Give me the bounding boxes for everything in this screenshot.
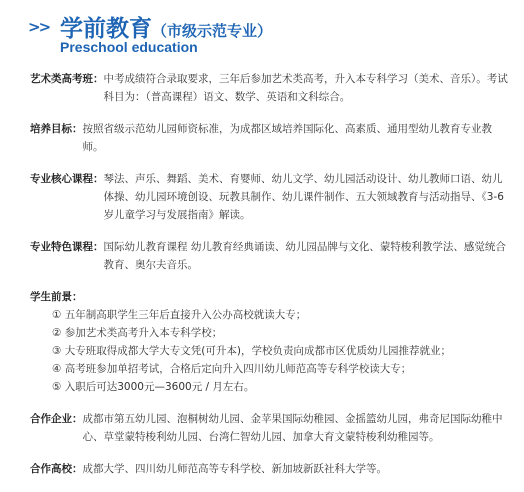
section-label: 专业特色课程： (30, 241, 104, 253)
prospects-list (30, 306, 510, 396)
section-label: 合作企业： (30, 413, 83, 425)
section-art-exam (30, 70, 510, 106)
section-text: 成都大学、四川幼儿师范高等专科学校、新加坡新跃社科大学等。 (82, 463, 387, 475)
list-item: ⑤ 入职后可达3000元—3600元 / 月左右。 (52, 381, 255, 393)
list-item: ① 五年制高职学生三年后直接升入公办高校就读大专； (52, 309, 307, 321)
section-label: 培养目标： (30, 123, 83, 135)
content-body (30, 70, 510, 492)
section-text: 按照省级示范幼儿园师资标准，为成都区域培养国际化、高素质、通用型幼儿教育专业教师。 (82, 123, 492, 153)
section-goal (30, 120, 510, 156)
list-item: ② 参加艺术类高考升入本专科学校； (52, 327, 223, 339)
title-badge: （市级示范专业） (152, 22, 273, 40)
section-label: 专业核心课程： (30, 173, 104, 185)
list-item: ④ 高考班参加单招考试，合格后定向升入四川幼儿师范高等专科学校读大专； (52, 363, 412, 375)
section-label: 合作高校： (30, 463, 83, 475)
title-main: 学前教育 (60, 16, 152, 42)
section-feature-courses (30, 238, 510, 274)
double-chevron-icon: >> (28, 18, 50, 36)
section-text: 成都市第五幼儿园、泡桐树幼儿园、金苹果国际幼稚园、金摇篮幼儿园，弗奇尼国际幼稚中心、草堂蒙特梭利幼儿园、台湾仁智幼儿园、加拿大育文蒙特梭利幼稚园等。 (82, 413, 503, 443)
page-subtitle: Preschool education (60, 39, 198, 55)
section-header (28, 6, 518, 56)
section-partner-companies (30, 410, 510, 446)
section-core-courses (30, 170, 510, 224)
section-student-prospects (30, 288, 510, 396)
list-item: ③ 大专班取得成都大学大专文凭(可升本)，学校负责向成都市区优质幼儿园推荐就业； (52, 345, 451, 357)
section-text: 国际幼儿教育课程 幼儿教育经典诵读、幼儿园品牌与文化、蒙特梭利教学法、感觉统合教育、奥尔夫音乐。 (103, 241, 506, 271)
section-label: 艺术类高考班： (30, 73, 104, 85)
section-text: 琴法、声乐、舞蹈、美术、育婴师、幼儿文学、幼儿园活动设计、幼儿教师口语、幼儿体操、幼儿园环境创设、玩教具制作、幼儿课件制作、五大领域教育与活动指导、《3-6岁儿童学习与发展指南》解读。 (103, 173, 504, 221)
section-label: 学生前景： (30, 291, 83, 303)
section-partner-colleges (30, 460, 510, 478)
section-text: 中考成绩符合录取要求，三年后参加艺术类高考，升入本专科学习（美术、音乐）。考试科目为：（普高课程）语文、数学、英语和文科综合。 (103, 73, 508, 103)
